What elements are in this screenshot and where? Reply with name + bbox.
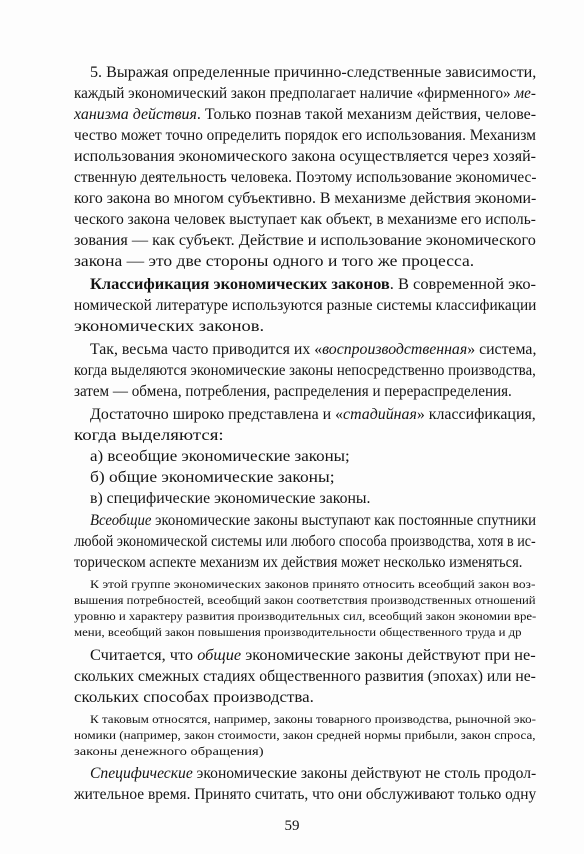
small-text-line: К таковым относятся, например, законы товарного производства, рыночной эко- — [90, 712, 537, 726]
text-line: номической литературе используются разные системы классификации — [74, 297, 537, 314]
text-line: ственную деятельность человека. Поэтому использование экономичес- — [74, 169, 537, 186]
italic-term: стадийная — [343, 406, 417, 423]
page-number: 59 — [284, 818, 300, 834]
text-line: чество может точно определить порядок его использования. Механизм — [74, 127, 536, 144]
text-line: когда выделяются экономические законы непосредственно производства, — [74, 362, 536, 379]
italic-term: Всеобщие — [90, 512, 152, 529]
small-text-line: К этой группе экономических законов принято относить всеобщий закон воз- — [90, 577, 536, 591]
italic-term: ме- — [514, 85, 536, 102]
small-text-line: вышения потребностей, всеобщий закон соответствия производственных отношений — [74, 593, 536, 607]
text-line: торическом аспекте механизм их действия может несколько изменяться. — [74, 554, 523, 571]
small-text-line: номики (например, закон стоимости, закон средней нормы прибыли, закон спроса, — [74, 728, 536, 742]
text-line: Так, весьма часто приводится их «воспроизводственная» система, — [90, 341, 537, 358]
italic-term: общие — [197, 647, 242, 664]
text-line: когда выделяются: — [74, 427, 224, 444]
text-line: скольких смежных стадиях общественного развития (эпохах) или не- — [74, 668, 536, 685]
text-line: зования — как субъект. Действие и использование экономического — [74, 232, 536, 249]
italic-term: воспроизводственная — [322, 341, 468, 358]
text-line: Классификация экономических законов. В современной эко- — [90, 276, 537, 293]
text-line: использования экономического закона осуществляется через хозяй- — [74, 148, 537, 165]
text-line: кого закона во многом субъективно. В механизме действия экономи- — [74, 190, 537, 207]
text-line: каждый экономический закон предполагает наличие «фирменного» ме- — [74, 85, 536, 102]
small-text-line: законы денежного обращения) — [74, 744, 264, 758]
text-line: б) общие экономические законы; — [90, 469, 335, 486]
text-line: затем — обмена, потребления, распределения и перераспределения. — [74, 383, 512, 400]
text-line: ческого закона человек выступает как объект, в механизме его исполь- — [74, 211, 536, 228]
small-text-line: уровню и характеру развития производительных сил, всеобщий закон экономии вре- — [74, 609, 537, 623]
italic-term: ханизма действия — [74, 106, 197, 123]
text-line: 5. Выражая определенные причинно-следственные зависимости, — [90, 64, 537, 81]
text-line: Считается, что общие экономические законы действуют при не- — [90, 647, 536, 664]
small-text-line: мени, всеобщий закон повышения производительности общественного труда и др — [74, 625, 522, 639]
text-line: Всеобщие экономические законы выступают как постоянные спутники — [90, 512, 537, 529]
text-line: Специфические экономические законы действуют не столь продол- — [90, 765, 537, 782]
text-line: закона — это две стороны одного и того же процесса. — [74, 253, 475, 270]
text-line: жительное время. Принято считать, что они обслуживают только одну — [74, 786, 537, 803]
text-line: Достаточно широко представлена и «стадийная» классификация, — [90, 406, 536, 423]
text-line: ханизма действия. Только познав такой механизм действия, челове- — [74, 106, 537, 123]
text-line: экономических законов. — [74, 318, 265, 335]
text-line: любой экономической системы или любого способа производства, хотя в ис- — [74, 533, 536, 550]
bold-heading: Классификация экономических законов — [90, 276, 390, 293]
text-line: скольких способах производства. — [74, 689, 314, 706]
text-line: а) всеобщие экономические законы; — [90, 448, 350, 465]
text-line: в) специфические экономические законы. — [90, 490, 371, 507]
italic-term: Специфические — [90, 765, 193, 782]
